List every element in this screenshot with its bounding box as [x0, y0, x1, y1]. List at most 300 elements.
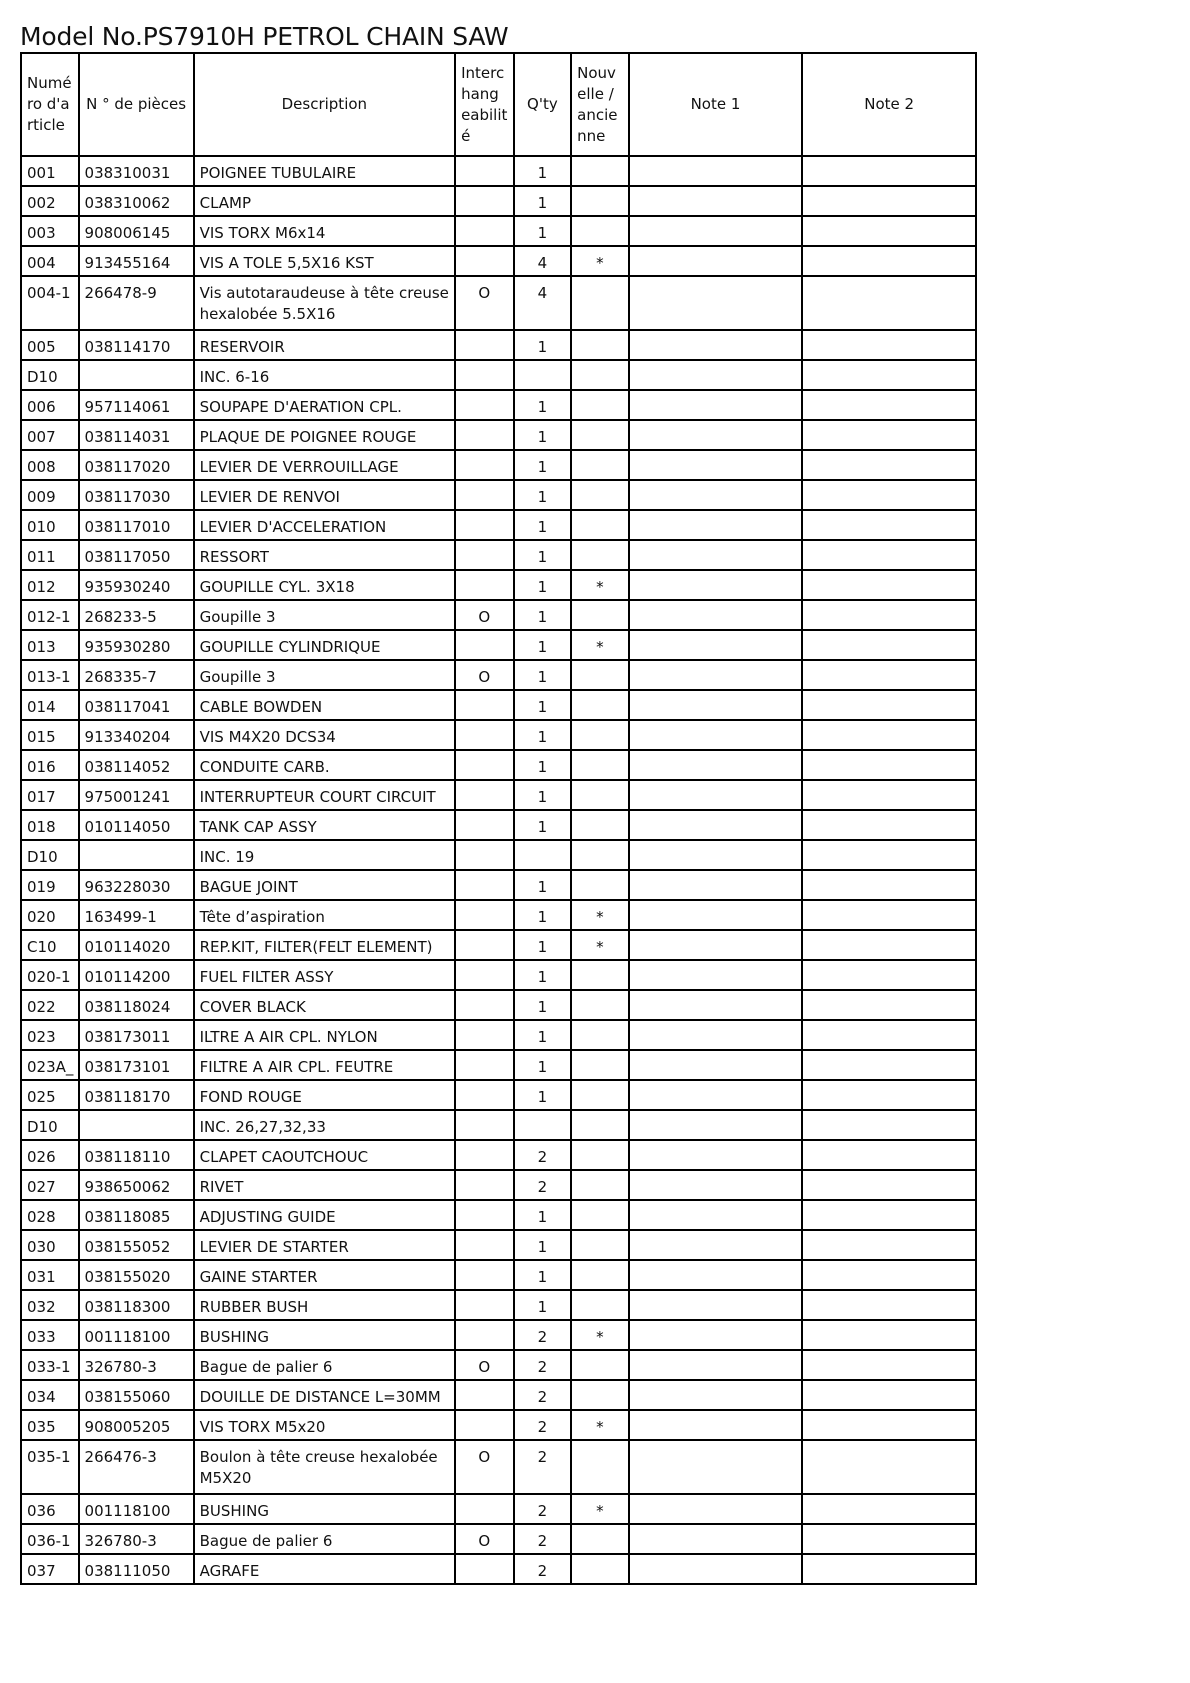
cell-interchangeability: [455, 540, 514, 570]
cell-interchangeability: [455, 246, 514, 276]
cell-qty: 2: [514, 1554, 572, 1584]
cell-item-no: D10: [21, 840, 79, 870]
cell-note-2: [802, 1350, 976, 1380]
cell-note-2: [802, 1380, 976, 1410]
cell-qty: 1: [514, 1260, 572, 1290]
cell-interchangeability: [455, 390, 514, 420]
header-row: [21, 53, 976, 156]
cell-description: RUBBER BUSH: [194, 1290, 455, 1320]
page-title: Model No.PS7910H PETROL CHAIN SAW: [20, 22, 509, 51]
cell-note-1: [629, 1080, 803, 1110]
table-row: [21, 186, 976, 216]
cell-item-no: 026: [21, 1140, 79, 1170]
cell-note-1: [629, 960, 803, 990]
cell-description: Vis autotaraudeuse à tête creuse hexalobée 5.5X16: [194, 276, 455, 330]
cell-note-1: [629, 276, 803, 330]
cell-qty: 1: [514, 540, 572, 570]
cell-new-old: [571, 840, 629, 870]
cell-new-old: [571, 660, 629, 690]
cell-item-no: 035-1: [21, 1440, 79, 1494]
cell-qty: [514, 1110, 572, 1140]
cell-description: Tête d’aspiration: [194, 900, 455, 930]
cell-interchangeability: O: [455, 600, 514, 630]
cell-note-2: [802, 1440, 976, 1494]
cell-description: Bague de palier 6: [194, 1524, 455, 1554]
cell-note-1: [629, 990, 803, 1020]
cell-part-no: 038155052: [79, 1230, 194, 1260]
cell-new-old: [571, 1260, 629, 1290]
cell-qty: 2: [514, 1380, 572, 1410]
cell-item-no: 009: [21, 480, 79, 510]
cell-item-no: 033: [21, 1320, 79, 1350]
cell-description: SOUPAPE D'AERATION CPL.: [194, 390, 455, 420]
cell-item-no: C10: [21, 930, 79, 960]
cell-part-no: 913340204: [79, 720, 194, 750]
cell-part-no: 935930280: [79, 630, 194, 660]
cell-new-old: [571, 690, 629, 720]
table-row: [21, 1050, 976, 1080]
cell-description: POIGNEE TUBULAIRE: [194, 156, 455, 186]
cell-new-old: [571, 870, 629, 900]
table-header: [21, 53, 976, 156]
table-row: [21, 156, 976, 186]
cell-new-old: *: [571, 246, 629, 276]
cell-part-no: 038173101: [79, 1050, 194, 1080]
table-row: [21, 276, 976, 330]
cell-note-1: [629, 930, 803, 960]
cell-note-1: [629, 156, 803, 186]
cell-description: RESERVOIR: [194, 330, 455, 360]
cell-note-1: [629, 1350, 803, 1380]
cell-description: ADJUSTING GUIDE: [194, 1200, 455, 1230]
cell-qty: 1: [514, 930, 572, 960]
cell-item-no: 016: [21, 750, 79, 780]
cell-note-1: [629, 1050, 803, 1080]
cell-new-old: [571, 450, 629, 480]
cell-interchangeability: [455, 1200, 514, 1230]
cell-qty: 1: [514, 990, 572, 1020]
cell-qty: 1: [514, 1230, 572, 1260]
cell-qty: [514, 360, 572, 390]
cell-note-2: [802, 930, 976, 960]
cell-description: INC. 26,27,32,33: [194, 1110, 455, 1140]
cell-interchangeability: [455, 1380, 514, 1410]
table-row: [21, 780, 976, 810]
cell-qty: 1: [514, 330, 572, 360]
cell-note-2: [802, 450, 976, 480]
cell-note-2: [802, 510, 976, 540]
cell-new-old: [571, 1290, 629, 1320]
cell-item-no: 025: [21, 1080, 79, 1110]
cell-interchangeability: [455, 780, 514, 810]
cell-part-no: 038118085: [79, 1200, 194, 1230]
cell-note-2: [802, 600, 976, 630]
cell-part-no: [79, 360, 194, 390]
cell-description: GAINE STARTER: [194, 1260, 455, 1290]
cell-note-1: [629, 420, 803, 450]
parts-table: [20, 52, 977, 1585]
cell-description: GOUPILLE CYLINDRIQUE: [194, 630, 455, 660]
cell-qty: 1: [514, 1200, 572, 1230]
table-row: [21, 1494, 976, 1524]
cell-part-no: [79, 1110, 194, 1140]
table-row: [21, 570, 976, 600]
cell-note-2: [802, 1524, 976, 1554]
cell-interchangeability: [455, 720, 514, 750]
table-row: [21, 246, 976, 276]
table-row: [21, 1320, 976, 1350]
header-interchangeability: Interc hang eabilit é: [455, 53, 514, 156]
cell-interchangeability: [455, 510, 514, 540]
cell-item-no: 001: [21, 156, 79, 186]
cell-part-no: 038114031: [79, 420, 194, 450]
cell-item-no: 031: [21, 1260, 79, 1290]
cell-part-no: 163499-1: [79, 900, 194, 930]
cell-new-old: [571, 1020, 629, 1050]
cell-interchangeability: [455, 1020, 514, 1050]
cell-description: RESSORT: [194, 540, 455, 570]
cell-item-no: 013-1: [21, 660, 79, 690]
table-row: [21, 810, 976, 840]
cell-description: FUEL FILTER ASSY: [194, 960, 455, 990]
cell-interchangeability: [455, 1170, 514, 1200]
cell-new-old: [571, 156, 629, 186]
cell-part-no: 908006145: [79, 216, 194, 246]
cell-description: BUSHING: [194, 1494, 455, 1524]
cell-note-2: [802, 1200, 976, 1230]
cell-item-no: 027: [21, 1170, 79, 1200]
cell-note-2: [802, 246, 976, 276]
table-row: [21, 1350, 976, 1380]
cell-note-2: [802, 1260, 976, 1290]
cell-interchangeability: [455, 630, 514, 660]
cell-qty: 1: [514, 870, 572, 900]
table-row: [21, 1110, 976, 1140]
table-row: [21, 720, 976, 750]
cell-qty: 1: [514, 216, 572, 246]
table-row: [21, 1080, 976, 1110]
cell-new-old: [571, 216, 629, 246]
table-row: [21, 750, 976, 780]
cell-note-1: [629, 1554, 803, 1584]
cell-part-no: 326780-3: [79, 1524, 194, 1554]
cell-qty: 1: [514, 570, 572, 600]
cell-item-no: 006: [21, 390, 79, 420]
cell-note-1: [629, 1020, 803, 1050]
cell-new-old: [571, 360, 629, 390]
cell-qty: [514, 840, 572, 870]
cell-note-1: [629, 630, 803, 660]
cell-qty: 2: [514, 1170, 572, 1200]
header-note-2: Note 2: [802, 53, 976, 156]
header-description: Description: [194, 53, 455, 156]
cell-item-no: 023A_: [21, 1050, 79, 1080]
table-row: [21, 1380, 976, 1410]
cell-interchangeability: [455, 156, 514, 186]
table-row: [21, 630, 976, 660]
cell-interchangeability: [455, 1050, 514, 1080]
cell-note-2: [802, 156, 976, 186]
table-row: [21, 930, 976, 960]
cell-description: COVER BLACK: [194, 990, 455, 1020]
cell-item-no: 035: [21, 1410, 79, 1440]
cell-description: INTERRUPTEUR COURT CIRCUIT: [194, 780, 455, 810]
cell-interchangeability: [455, 450, 514, 480]
cell-interchangeability: [455, 480, 514, 510]
cell-description: DOUILLE DE DISTANCE L=30MM: [194, 1380, 455, 1410]
cell-note-2: [802, 186, 976, 216]
cell-part-no: 913455164: [79, 246, 194, 276]
cell-qty: 2: [514, 1350, 572, 1380]
cell-description: Boulon à tête creuse hexalobée M5X20: [194, 1440, 455, 1494]
table-row: [21, 990, 976, 1020]
cell-note-1: [629, 870, 803, 900]
cell-part-no: 038118170: [79, 1080, 194, 1110]
cell-note-2: [802, 1554, 976, 1584]
cell-new-old: [571, 990, 629, 1020]
cell-new-old: [571, 1080, 629, 1110]
cell-part-no: 038118024: [79, 990, 194, 1020]
cell-part-no: 038118300: [79, 1290, 194, 1320]
cell-item-no: 028: [21, 1200, 79, 1230]
cell-qty: 4: [514, 246, 572, 276]
cell-new-old: [571, 810, 629, 840]
cell-part-no: 038173011: [79, 1020, 194, 1050]
cell-description: LEVIER DE RENVOI: [194, 480, 455, 510]
cell-item-no: 002: [21, 186, 79, 216]
cell-qty: 2: [514, 1410, 572, 1440]
cell-qty: 4: [514, 276, 572, 330]
table-row: [21, 1200, 976, 1230]
cell-qty: 2: [514, 1494, 572, 1524]
cell-new-old: [571, 1170, 629, 1200]
cell-note-1: [629, 1410, 803, 1440]
cell-note-1: [629, 1230, 803, 1260]
cell-part-no: 268233-5: [79, 600, 194, 630]
cell-interchangeability: [455, 1290, 514, 1320]
table-row: [21, 420, 976, 450]
cell-qty: 1: [514, 480, 572, 510]
cell-qty: 1: [514, 510, 572, 540]
cell-note-2: [802, 840, 976, 870]
cell-note-1: [629, 330, 803, 360]
cell-interchangeability: [455, 900, 514, 930]
cell-qty: 1: [514, 186, 572, 216]
cell-description: LEVIER DE VERROUILLAGE: [194, 450, 455, 480]
cell-part-no: [79, 840, 194, 870]
cell-qty: 1: [514, 720, 572, 750]
cell-description: CABLE BOWDEN: [194, 690, 455, 720]
table-row: [21, 900, 976, 930]
cell-item-no: 019: [21, 870, 79, 900]
cell-interchangeability: [455, 1410, 514, 1440]
table-row: [21, 690, 976, 720]
cell-note-1: [629, 1494, 803, 1524]
cell-part-no: 001118100: [79, 1494, 194, 1524]
cell-item-no: 014: [21, 690, 79, 720]
cell-interchangeability: O: [455, 1524, 514, 1554]
cell-qty: 2: [514, 1140, 572, 1170]
cell-note-1: [629, 1320, 803, 1350]
cell-new-old: [571, 1050, 629, 1080]
table-row: [21, 960, 976, 990]
cell-item-no: 012-1: [21, 600, 79, 630]
cell-description: VIS TORX M5x20: [194, 1410, 455, 1440]
cell-new-old: [571, 1140, 629, 1170]
cell-description: INC. 19: [194, 840, 455, 870]
cell-new-old: *: [571, 1494, 629, 1524]
cell-qty: 1: [514, 900, 572, 930]
table-row: [21, 1554, 976, 1584]
cell-note-1: [629, 1200, 803, 1230]
cell-interchangeability: [455, 186, 514, 216]
cell-new-old: [571, 390, 629, 420]
cell-new-old: *: [571, 570, 629, 600]
table-row: [21, 360, 976, 390]
cell-part-no: 266478-9: [79, 276, 194, 330]
cell-new-old: [571, 1440, 629, 1494]
cell-description: CONDUITE CARB.: [194, 750, 455, 780]
table-row: [21, 540, 976, 570]
cell-description: CLAPET CAOUTCHOUC: [194, 1140, 455, 1170]
cell-new-old: [571, 480, 629, 510]
table-row: [21, 1170, 976, 1200]
cell-note-2: [802, 690, 976, 720]
cell-description: Goupille 3: [194, 600, 455, 630]
cell-qty: 2: [514, 1524, 572, 1554]
cell-part-no: 963228030: [79, 870, 194, 900]
cell-note-2: [802, 960, 976, 990]
cell-interchangeability: [455, 750, 514, 780]
cell-item-no: 008: [21, 450, 79, 480]
cell-note-2: [802, 660, 976, 690]
table-row: [21, 1440, 976, 1494]
cell-new-old: [571, 960, 629, 990]
cell-qty: 1: [514, 1080, 572, 1110]
cell-new-old: [571, 750, 629, 780]
cell-part-no: 038117020: [79, 450, 194, 480]
cell-interchangeability: O: [455, 1350, 514, 1380]
cell-note-1: [629, 720, 803, 750]
cell-qty: 1: [514, 960, 572, 990]
cell-item-no: 015: [21, 720, 79, 750]
cell-note-2: [802, 990, 976, 1020]
cell-new-old: [571, 330, 629, 360]
cell-interchangeability: [455, 1110, 514, 1140]
table-row: [21, 1410, 976, 1440]
cell-new-old: [571, 1110, 629, 1140]
cell-interchangeability: O: [455, 660, 514, 690]
header-qty: Q'ty: [514, 53, 572, 156]
cell-item-no: 033-1: [21, 1350, 79, 1380]
cell-note-2: [802, 570, 976, 600]
cell-note-1: [629, 1524, 803, 1554]
cell-item-no: 004: [21, 246, 79, 276]
cell-new-old: [571, 540, 629, 570]
cell-part-no: 038155020: [79, 1260, 194, 1290]
cell-note-2: [802, 1290, 976, 1320]
cell-qty: 1: [514, 660, 572, 690]
cell-note-1: [629, 390, 803, 420]
table-row: [21, 1260, 976, 1290]
cell-note-1: [629, 1290, 803, 1320]
cell-note-1: [629, 1260, 803, 1290]
cell-interchangeability: [455, 930, 514, 960]
cell-qty: 1: [514, 630, 572, 660]
cell-note-1: [629, 480, 803, 510]
cell-item-no: 034: [21, 1380, 79, 1410]
cell-item-no: 023: [21, 1020, 79, 1050]
cell-note-1: [629, 750, 803, 780]
cell-note-2: [802, 1140, 976, 1170]
cell-note-2: [802, 1080, 976, 1110]
cell-new-old: *: [571, 930, 629, 960]
cell-description: VIS M4X20 DCS34: [194, 720, 455, 750]
cell-note-2: [802, 276, 976, 330]
cell-description: LEVIER D'ACCELERATION: [194, 510, 455, 540]
cell-part-no: 038114052: [79, 750, 194, 780]
cell-description: AGRAFE: [194, 1554, 455, 1584]
cell-item-no: 020: [21, 900, 79, 930]
cell-note-1: [629, 810, 803, 840]
cell-note-2: [802, 480, 976, 510]
cell-note-2: [802, 1050, 976, 1080]
table-row: [21, 390, 976, 420]
header-new-old: Nouv elle / ancie nne: [571, 53, 629, 156]
cell-new-old: *: [571, 1410, 629, 1440]
cell-item-no: 036: [21, 1494, 79, 1524]
cell-note-1: [629, 1110, 803, 1140]
cell-qty: 1: [514, 690, 572, 720]
cell-description: FOND ROUGE: [194, 1080, 455, 1110]
cell-interchangeability: [455, 990, 514, 1020]
cell-item-no: 011: [21, 540, 79, 570]
cell-note-1: [629, 690, 803, 720]
cell-note-1: [629, 600, 803, 630]
cell-interchangeability: [455, 1140, 514, 1170]
cell-item-no: 003: [21, 216, 79, 246]
cell-new-old: [571, 1524, 629, 1554]
table-row: [21, 1524, 976, 1554]
cell-qty: 1: [514, 600, 572, 630]
table-row: [21, 510, 976, 540]
cell-part-no: 975001241: [79, 780, 194, 810]
cell-description: ILTRE A AIR CPL. NYLON: [194, 1020, 455, 1050]
cell-note-2: [802, 750, 976, 780]
cell-item-no: 032: [21, 1290, 79, 1320]
cell-item-no: 018: [21, 810, 79, 840]
cell-new-old: [571, 510, 629, 540]
cell-part-no: 010114050: [79, 810, 194, 840]
cell-interchangeability: [455, 690, 514, 720]
cell-description: VIS TORX M6x14: [194, 216, 455, 246]
cell-interchangeability: [455, 570, 514, 600]
cell-new-old: [571, 1554, 629, 1584]
cell-new-old: *: [571, 630, 629, 660]
cell-note-2: [802, 1110, 976, 1140]
cell-interchangeability: [455, 1260, 514, 1290]
cell-interchangeability: [455, 216, 514, 246]
cell-note-1: [629, 780, 803, 810]
cell-part-no: 935930240: [79, 570, 194, 600]
cell-interchangeability: [455, 810, 514, 840]
cell-note-2: [802, 810, 976, 840]
cell-interchangeability: [455, 870, 514, 900]
cell-new-old: [571, 1200, 629, 1230]
table-row: [21, 660, 976, 690]
cell-qty: 1: [514, 810, 572, 840]
cell-note-1: [629, 840, 803, 870]
